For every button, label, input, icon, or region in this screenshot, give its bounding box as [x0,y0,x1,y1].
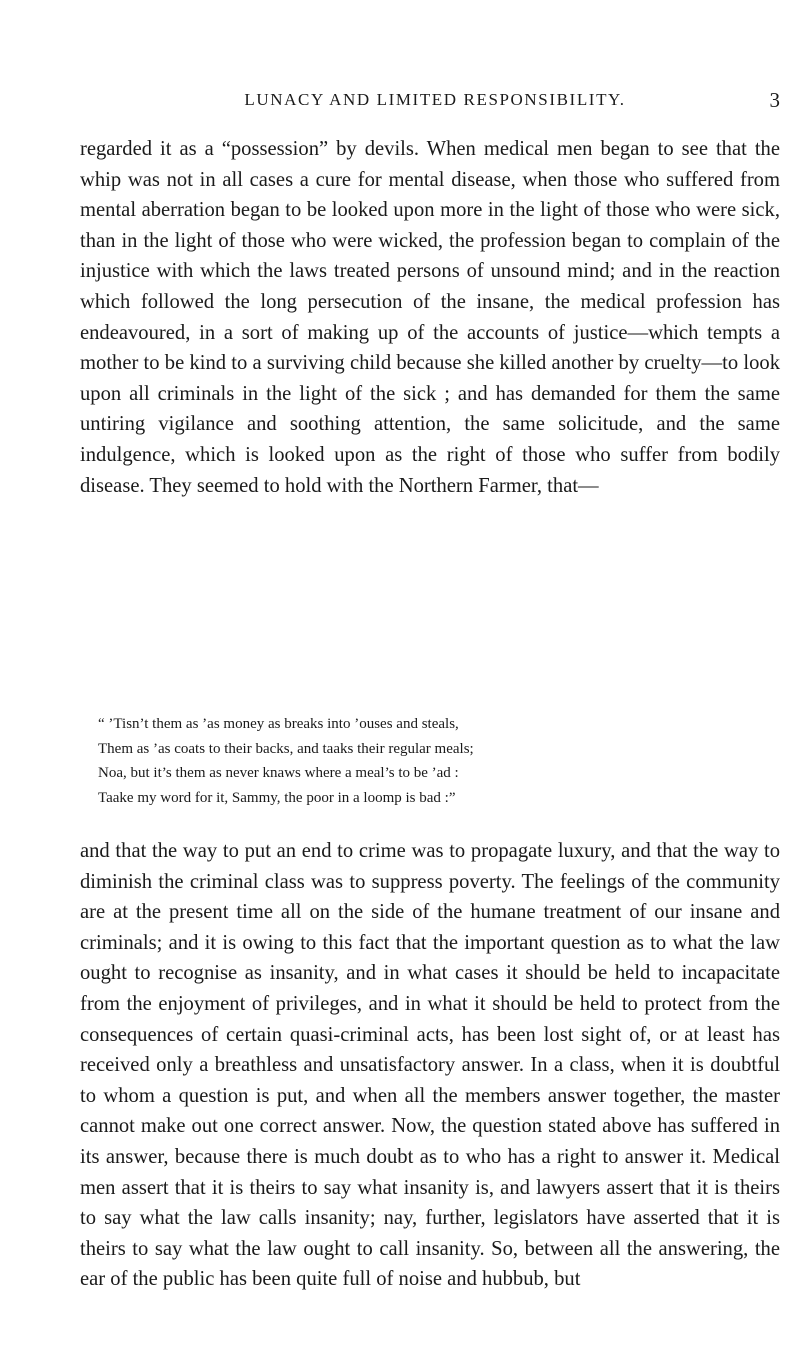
verse-quotation [98,712,778,810]
verse-line-3: Noa, but it’s them as never knaws where a meal’s to be ’ad : [98,765,459,781]
paragraph-2: and that the way to put an end to crime was to propagate luxury, and that the way to diminish the criminal class was to suppress poverty. The feelings of the community are at the present time all on the side of the humane treatment of our insane and criminals; and it is owing to this fact that the important question as to what the law ought to recognise as insanity, and in what cases it should be held to incapacitate from the enjoyment of privileges, and in what it should be held to protect from the consequences of certain quasi-criminal acts, has been lost sight of, or at least has received only a breathless and unsatisfactory answer. In a class, when it is doubtful to whom a question is put, and when all the members answer together, the master cannot make out one correct answer. Now, the question stated above has suffered in its answer, because there is much doubt as to who has a right to answer it. Medical men assert that it is theirs to say what insanity is, and lawyers assert that it is theirs to say what the law calls insanity; nay, further, legislators have asserted that it is theirs to say what the law ought to call insanity. So, between all the answering, the ear of the public has been quite full of noise and hubbub, but [80,840,780,1291]
page-number: 3 [769,88,780,112]
paragraph-1: regarded it as a “possession” by devils. When medical men began to see that the whip was not in all cases a cure for mental disease, when those who suffered from mental aberration began to be looked upon more in the light of those who were sick, than in the light of those who were wicked, the profession began to complain of the injustice with which the laws treated persons of unsound mind; and in the reaction which followed the long persecution of the insane, the medical profession has endeavoured, in a sort of making up of the accounts of justice—which tempts a mother to be kind to a surviving child because she killed another by cruelty—to look upon all criminals in the light of the sick ; and has demanded for them the same untiring vigilance and soothing attention, the same solicitude, and the same indulgence, which is looked upon as the right of those who suffer from bodily disease. They seemed to hold with the Northern Farmer, that— [80,138,780,497]
verse-line-4: Taake my word for it, Sammy, the poor in a loomp is bad :” [98,789,456,806]
verse-line-1: “ ’Tisn’t them as ’as money as breaks into ’ouses and steals, [98,716,459,732]
running-title: LUNACY AND LIMITED RESPONSIBILITY. [244,90,626,109]
verse-line-2: Them as ’as coats to their backs, and taaks their regular meals; [98,740,474,757]
running-head [140,90,780,116]
